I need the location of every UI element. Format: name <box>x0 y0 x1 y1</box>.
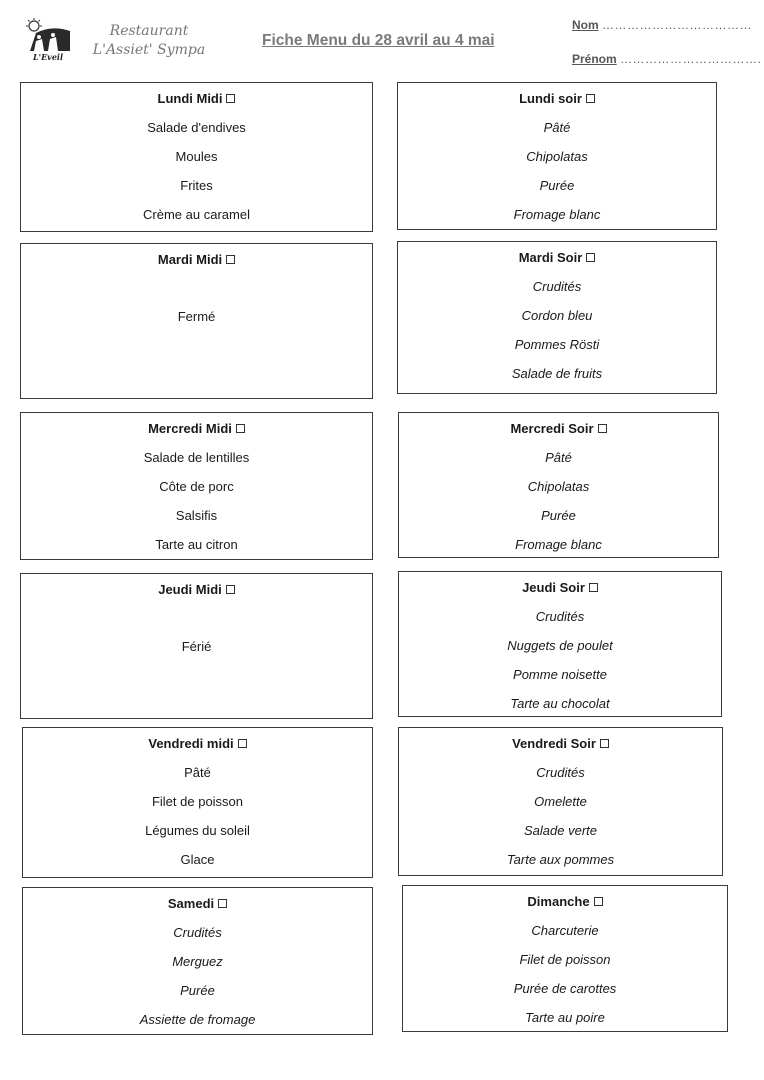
dish: Chipolatas <box>526 149 588 164</box>
dish: Salade de lentilles <box>143 450 250 465</box>
dish: Salade de fruits <box>511 366 603 381</box>
dish: Purée <box>539 178 575 193</box>
dish: Crudités <box>535 609 585 624</box>
prenom-dots: ……………………………. <box>620 52 762 66</box>
menu-box-dimanche <box>402 885 728 1032</box>
prenom-label: Prénom <box>572 52 617 66</box>
select-checkbox[interactable] <box>586 94 595 103</box>
menu-box-mardi-midi <box>20 243 373 399</box>
menu-title: Mardi Midi <box>157 252 223 267</box>
menu-box-jeudi-midi <box>20 573 373 719</box>
page-title: Fiche Menu du 28 avril au 4 mai <box>262 32 495 49</box>
menu-title: Lundi soir <box>519 91 582 106</box>
select-checkbox[interactable] <box>586 253 595 262</box>
dish: Assiette de fromage <box>139 1012 256 1027</box>
menu-box-mercredi-midi <box>20 412 373 560</box>
dish: Glace <box>180 852 215 867</box>
menu-box-jeudi-soir <box>398 571 722 717</box>
dish: Purée <box>180 983 215 998</box>
dish: Crudités <box>173 925 222 940</box>
dish: Tarte aux pommes <box>506 852 615 867</box>
dish: Salade verte <box>524 823 597 838</box>
dish: Crudités <box>536 765 585 780</box>
dish: Crudités <box>532 279 582 294</box>
nom-label: Nom <box>572 18 599 32</box>
menu-title: Samedi <box>167 896 215 911</box>
dish: Fromage blanc <box>513 207 601 222</box>
dish: Côte de porc <box>159 479 234 494</box>
menu-title: Dimanche <box>527 894 590 909</box>
svg-text:L'Eveil: L'Eveil <box>33 52 63 62</box>
dish: Tarte au chocolat <box>510 696 610 711</box>
nom-dots: ……………………………… <box>602 18 753 32</box>
select-checkbox[interactable] <box>589 583 598 592</box>
dish: Omelette <box>534 794 587 809</box>
select-checkbox[interactable] <box>226 94 235 103</box>
select-checkbox[interactable] <box>226 585 235 594</box>
menu-box-mardi-soir <box>397 241 717 394</box>
nom-field[interactable] <box>572 18 752 32</box>
select-checkbox[interactable] <box>218 899 227 908</box>
restaurant-name <box>84 22 214 60</box>
select-checkbox[interactable] <box>594 897 603 906</box>
dish: Frites <box>180 178 213 193</box>
menu-box-samedi <box>22 887 373 1035</box>
dish: Légumes du soleil <box>145 823 250 838</box>
dish: Pâté <box>184 765 211 780</box>
dish: Charcuterie <box>531 923 599 938</box>
select-checkbox[interactable] <box>236 424 245 433</box>
menu-title: Mercredi Midi <box>148 421 232 436</box>
dish: Fermé <box>177 309 216 324</box>
dish: Fromage blanc <box>515 537 602 552</box>
dish: Pomme noisette <box>513 667 607 682</box>
dish: Filet de poisson <box>519 952 611 967</box>
select-checkbox[interactable] <box>598 424 607 433</box>
dish: Chipolatas <box>527 479 590 494</box>
prenom-field[interactable] <box>572 52 761 66</box>
dish: Purée de carottes <box>513 981 617 996</box>
menu-box-vendredi-midi <box>22 727 373 878</box>
menu-title: Jeudi Midi <box>158 582 222 597</box>
restaurant-line-1: Restaurant <box>109 23 189 39</box>
dish: Purée <box>541 508 576 523</box>
menu-title: Jeudi Soir <box>522 580 585 595</box>
select-checkbox[interactable] <box>226 255 235 264</box>
dish: Tarte au poire <box>525 1010 605 1025</box>
dish: Nuggets de poulet <box>507 638 613 653</box>
dish: Pâté <box>543 120 571 135</box>
dish: Merguez <box>172 954 223 969</box>
menu-title: Mardi Soir <box>518 250 583 265</box>
restaurant-logo <box>22 17 74 63</box>
dish: Salade d'endives <box>147 120 246 135</box>
menu-title: Vendredi midi <box>148 736 234 751</box>
menu-box-lundi-soir <box>397 82 717 230</box>
dish: Moules <box>175 149 218 164</box>
dish: Pâté <box>545 450 572 465</box>
menu-box-lundi-midi <box>20 82 373 232</box>
dish: Filet de poisson <box>151 794 244 809</box>
menu-title: Vendredi Soir <box>512 736 596 751</box>
restaurant-line-2: L'Assiet' Sympa <box>92 42 206 58</box>
menu-box-mercredi-soir <box>398 412 719 558</box>
menu-box-vendredi-soir <box>398 727 723 876</box>
dish: Salsifis <box>175 508 218 523</box>
menu-title: Lundi Midi <box>157 91 223 106</box>
select-checkbox[interactable] <box>600 739 609 748</box>
dish: Tarte au citron <box>155 537 238 552</box>
dish: Férié <box>181 639 212 654</box>
select-checkbox[interactable] <box>238 739 247 748</box>
dish: Pommes Rösti <box>514 337 600 352</box>
dish: Crème au caramel <box>143 207 250 222</box>
menu-title: Mercredi Soir <box>510 421 594 436</box>
dish: Cordon bleu <box>521 308 593 323</box>
